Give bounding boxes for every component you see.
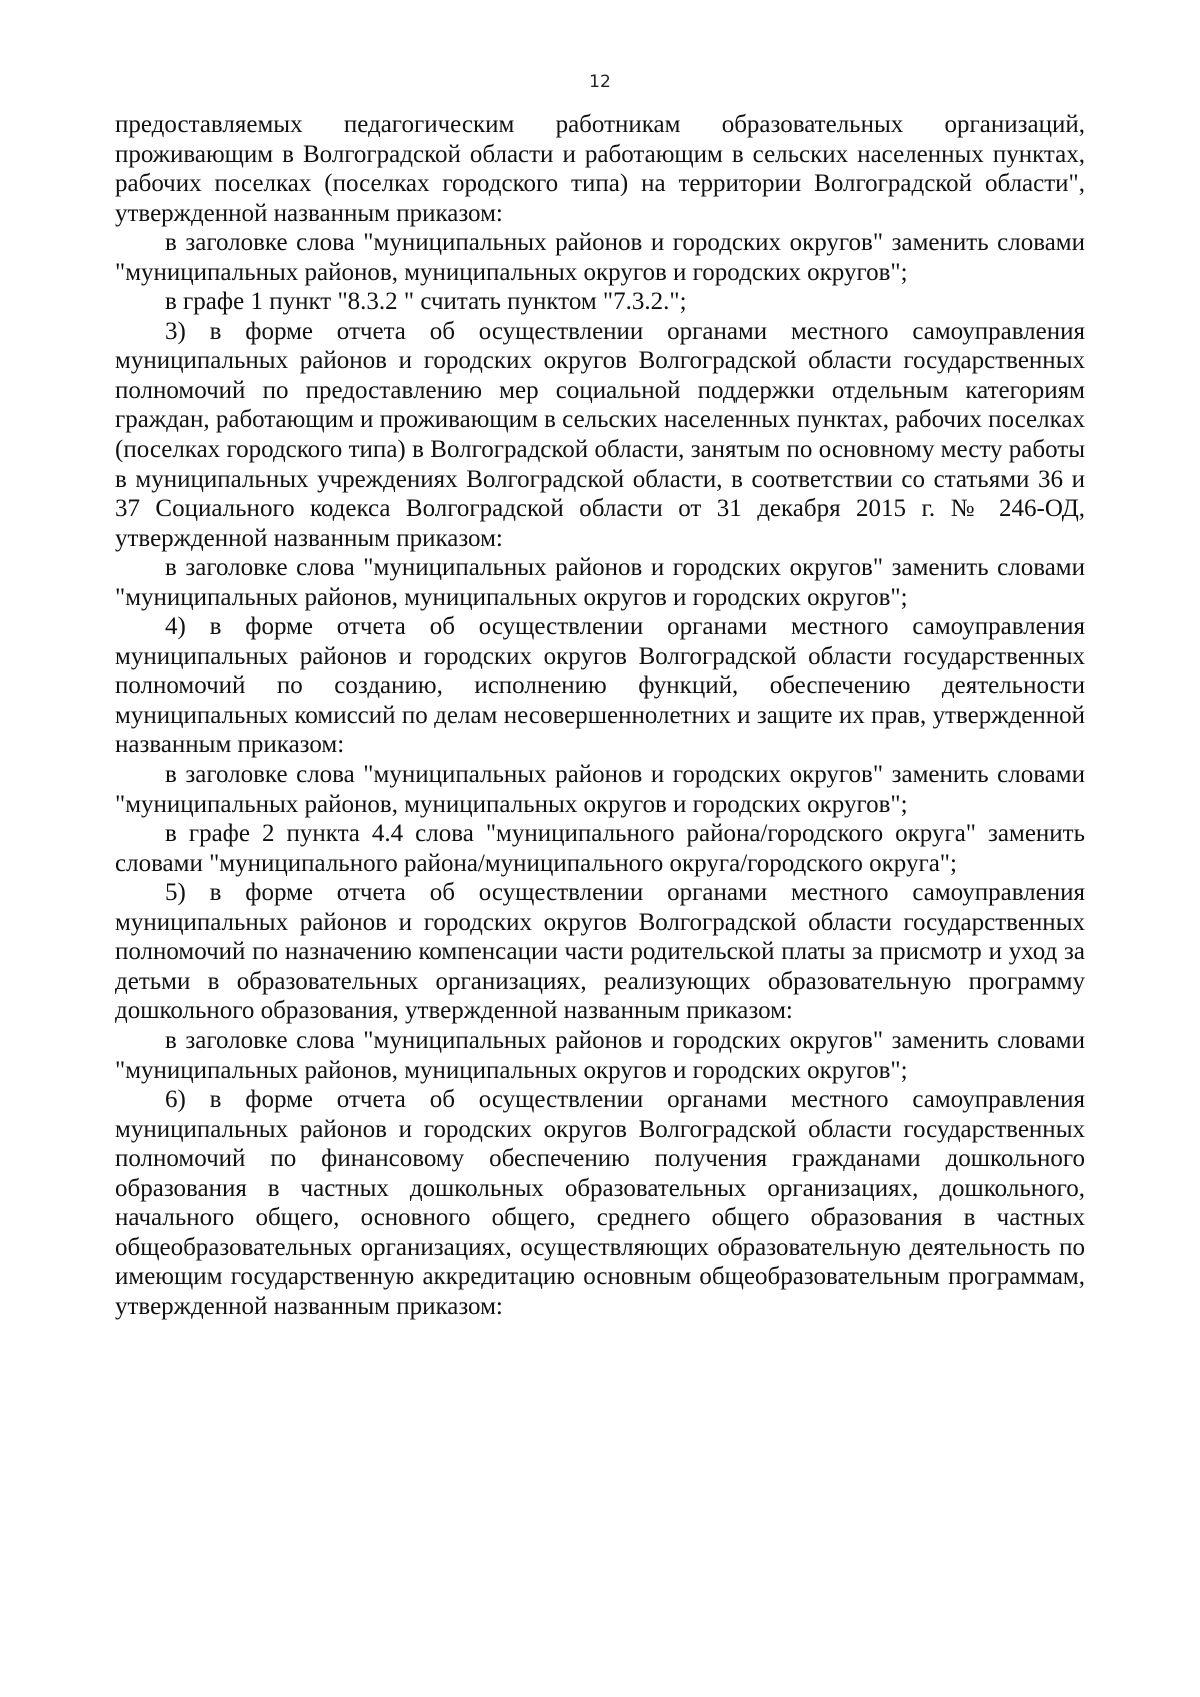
paragraph: 4) в форме отчета об осуществлении органами местного самоуправления муниципальных районов и городских округов Волгоградской области государственных полномочий по созданию, исполнению функций, обеспечению деятельности муниципальных комиссий по делам несовершеннолетних и защите их прав, утвержденной названным приказом: — [115, 613, 1085, 759]
paragraph: 5) в форме отчета об осуществлении органами местного самоуправления муниципальных районов и городских округов Волгоградской области государственных полномочий по назначению компенсации части родительской платы за присмотр и уход за детьми в образовательных организациях, реализующих образовательную программу дошкольного образования, утвержденной названным приказом: — [115, 879, 1085, 1025]
paragraph: в заголовке слова "муниципальных районов и городских округов" заменить словами "муниципальных районов, муниципальных округов и городских округов"; — [115, 1026, 1085, 1084]
paragraph: 3) в форме отчета об осуществлении органами местного самоуправления муниципальных районов и городских округов Волгоградской области государственных полномочий по предоставлению мер социальной поддержки отдельным категориям граждан, работающим и проживающим в сельских населенных пунктах, рабочих поселках (поселках городского типа) в Волгоградской области, занятым по основному месту работы в муниципальных учреждениях Волгоградской области, в соответствии со статьями 36 и 37 Социального кодекса Волгоградской области от 31 декабря 2015 г. № 246-ОД, утвержденной названным приказом: — [115, 317, 1085, 552]
paragraph: предоставляемых педагогическим работникам образовательных организаций, проживающим в Волгоградской области и работающим в сельских населенных пунктах, рабочих поселках (поселках городского типа) на территории Волгоградской области", утвержденной названным приказом: — [115, 111, 1085, 227]
document-body — [115, 110, 1085, 1321]
paragraph: в заголовке слова "муниципальных районов и городских округов" заменить словами "муниципальных районов, муниципальных округов и городских округов"; — [115, 229, 1085, 286]
paragraph: в графе 1 пункт "8.3.2 " считать пунктом "7.3.2."; — [165, 288, 687, 316]
paragraph: в заголовке слова "муниципальных районов и городских округов" заменить словами "муниципальных районов, муниципальных округов и городских округов"; — [115, 554, 1085, 611]
paragraph: в заголовке слова "муниципальных районов и городских округов" заменить словами "муниципальных районов, муниципальных округов и городских округов"; — [115, 761, 1085, 818]
paragraph: 6) в форме отчета об осуществлении органами местного самоуправления муниципальных районов и городских округов Волгоградской области государственных полномочий по финансовому обеспечению получения гражданами дошкольного образования в частных дошкольных образовательных организациях, дошкольного, начального общего, основного общего, среднего общего образования в частных общеобразовательных организациях, осуществляющих образовательную деятельность по имеющим государственную аккредитацию основным общеобразовательным программам, утвержденной названным приказом: — [115, 1086, 1085, 1320]
paragraph: в графе 2 пункта 4.4 слова "муниципального района/городского округа" заменить словами "муниципального района/муниципального округа/городского округа"; — [115, 820, 1085, 877]
page-number: 12 — [589, 72, 611, 92]
